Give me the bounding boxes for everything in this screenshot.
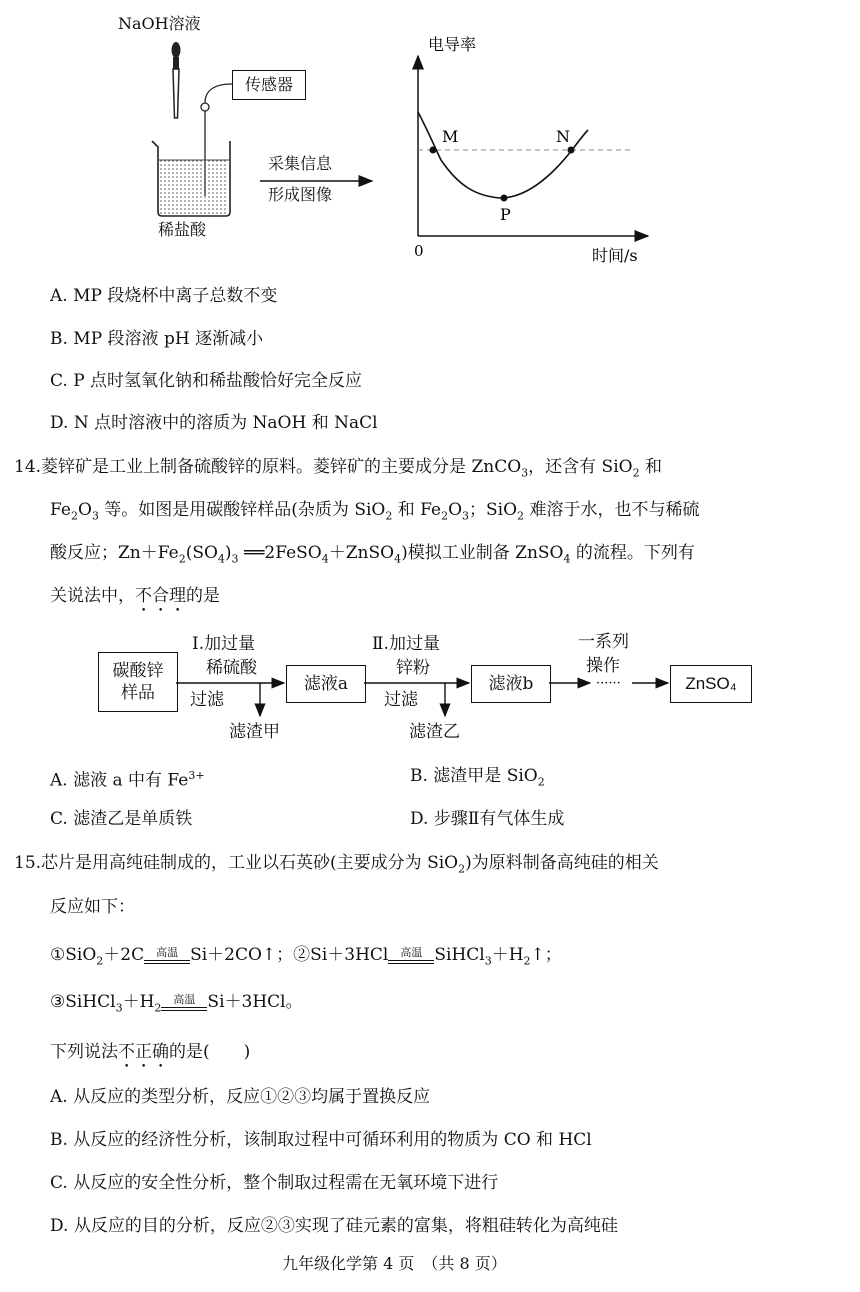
condition-high-temp-2: 高温: [388, 947, 434, 964]
emphasis-not-reasonable: 不合理: [135, 586, 186, 606]
y-axis-label: 电导率: [428, 35, 477, 54]
condition-high-temp-3: 高温: [161, 994, 207, 1011]
q13-option-c: C. P 点时氢氧化钠和稀盐酸恰好完全反应: [50, 371, 363, 391]
q15-stem-line-1: 15.芯片是用高纯硅制成的，工业以石英砂(主要成分为 SiO$_2$)为原料制备高纯硅的相关: [14, 853, 659, 876]
q15-option-d: D. 从反应的目的分析，反应②③实现了硅元素的富集，将粗硅转化为高纯硅: [50, 1216, 618, 1236]
q14-stem-line-3: 酸反应；$Zn+Fe_2(SO_4)_3$ ══2FeSO$_4$＋ZnSO$_4$)模拟工业制备 ZnSO$_4$ 的流程。下列有: [50, 543, 695, 566]
q15-reactions-line-1: ①SiO$_2$＋2C 高温 Si＋2CO↑；②Si＋3HCl 高温 $SiHCl_3+H_2↑$；: [50, 945, 562, 968]
q15-option-a: A. 从反应的类型分析，反应①②③均属于置换反应: [50, 1087, 431, 1107]
flow-step1-top-2: 稀硫酸: [206, 658, 257, 678]
arrow-label-form: 形成图像: [268, 185, 333, 204]
condition-high-temp-1: 高温: [144, 947, 190, 964]
flow-start-line-2: 样品: [121, 683, 155, 703]
point-n: [568, 147, 575, 154]
x-axis-label: 时间/s: [592, 246, 638, 265]
flow-step1-top-1: Ⅰ.加过量: [192, 634, 256, 654]
q13-option-a: A. MP 段烧杯中离子总数不变: [50, 286, 278, 306]
apparatus-drawing: [0, 0, 400, 260]
flow-start-line-1: 碳酸锌: [112, 661, 164, 681]
point-label-p: P: [500, 205, 511, 224]
beaker-icon: [152, 141, 230, 216]
flow-step2-top-2: 锌粉: [396, 658, 430, 678]
q15-question: 下列说法不正确的是( ): [50, 1042, 251, 1062]
q15-number: 15.: [14, 853, 42, 873]
naoh-label: NaOH溶液: [118, 14, 201, 33]
sensor-box: 传感器: [232, 70, 306, 100]
q14-number: 14.: [14, 457, 42, 477]
flow-arrows: [0, 620, 860, 755]
flow-residue-1: 滤渣甲: [229, 722, 280, 742]
flow-dots: ······: [596, 676, 621, 691]
flow-step3-top-1: 一系列: [578, 632, 629, 652]
origin-label: 0: [414, 242, 424, 260]
q14-option-a: A. 滤液 a 中有 $Fe^{3+}$: [50, 769, 205, 791]
q14-option-b: B. 滤渣甲是 SiO$_2$: [410, 766, 545, 789]
flow-step3-top-2: 操作: [586, 656, 620, 676]
flow-step2-filter: 过滤: [384, 690, 418, 710]
q14-option-c: C. 滤渣乙是单质铁: [50, 809, 193, 829]
q15-option-c: C. 从反应的安全性分析，整个制取过程需在无氧环境下进行: [50, 1173, 499, 1193]
flow-filtrate-b-box: 滤液b: [471, 665, 551, 703]
emphasis-not-correct: 不正确: [118, 1042, 169, 1062]
dropper-icon: [172, 42, 181, 118]
q14-flowchart: [0, 620, 860, 755]
q15-reactions-line-2: $③SiHCl_3+H_2$ 高温 Si＋3HCl。: [50, 992, 303, 1015]
q15-option-b: B. 从反应的经济性分析，该制取过程中可循环利用的物质为 CO 和 HCl: [50, 1130, 592, 1150]
beaker-label: 稀盐酸: [158, 220, 207, 239]
flow-step1-filter: 过滤: [190, 690, 224, 710]
point-m: [430, 147, 437, 154]
q14-option-d: D. 步骤Ⅱ有气体生成: [410, 809, 565, 829]
q13-option-d: D. N 点时溶液中的溶质为 NaOH 和 NaCl: [50, 413, 378, 433]
q13-option-b: B. MP 段溶液 pH 逐渐减小: [50, 329, 264, 349]
q14-stem-line-2: $Fe_2O_3$ 等。如图是用碳酸锌样品(杂质为 SiO$_2$ 和 $Fe_2O_3$；SiO$_2$ 难溶于水，也不与稀硫: [50, 500, 700, 523]
page-footer: 九年级化学第 4 页 （共 8 页）: [282, 1254, 507, 1273]
flow-residue-2: 滤渣乙: [409, 722, 460, 742]
apparatus-figure: [0, 0, 400, 260]
point-label-n: N: [556, 127, 570, 146]
flow-product-box: ZnSO₄: [670, 665, 752, 703]
point-label-m: M: [442, 127, 459, 146]
flow-step2-top-1: Ⅱ.加过量: [372, 634, 440, 654]
conductivity-curve: [418, 112, 588, 198]
chart-svg: [400, 0, 660, 270]
q15-stem-line-2: 反应如下：: [50, 897, 135, 917]
arrow-label-collect: 采集信息: [268, 154, 333, 173]
point-p: [501, 195, 508, 202]
conductivity-chart: [400, 0, 660, 270]
q14-stem-line-4: 关说法中，不合理的是: [50, 586, 220, 606]
flow-filtrate-a-box: 滤液a: [286, 665, 366, 703]
q14-stem-line-1: 14.菱锌矿是工业上制备硫酸锌的原料。菱锌矿的主要成分是 ZnCO$_3$，还含有 SiO$_2$ 和: [14, 457, 662, 480]
